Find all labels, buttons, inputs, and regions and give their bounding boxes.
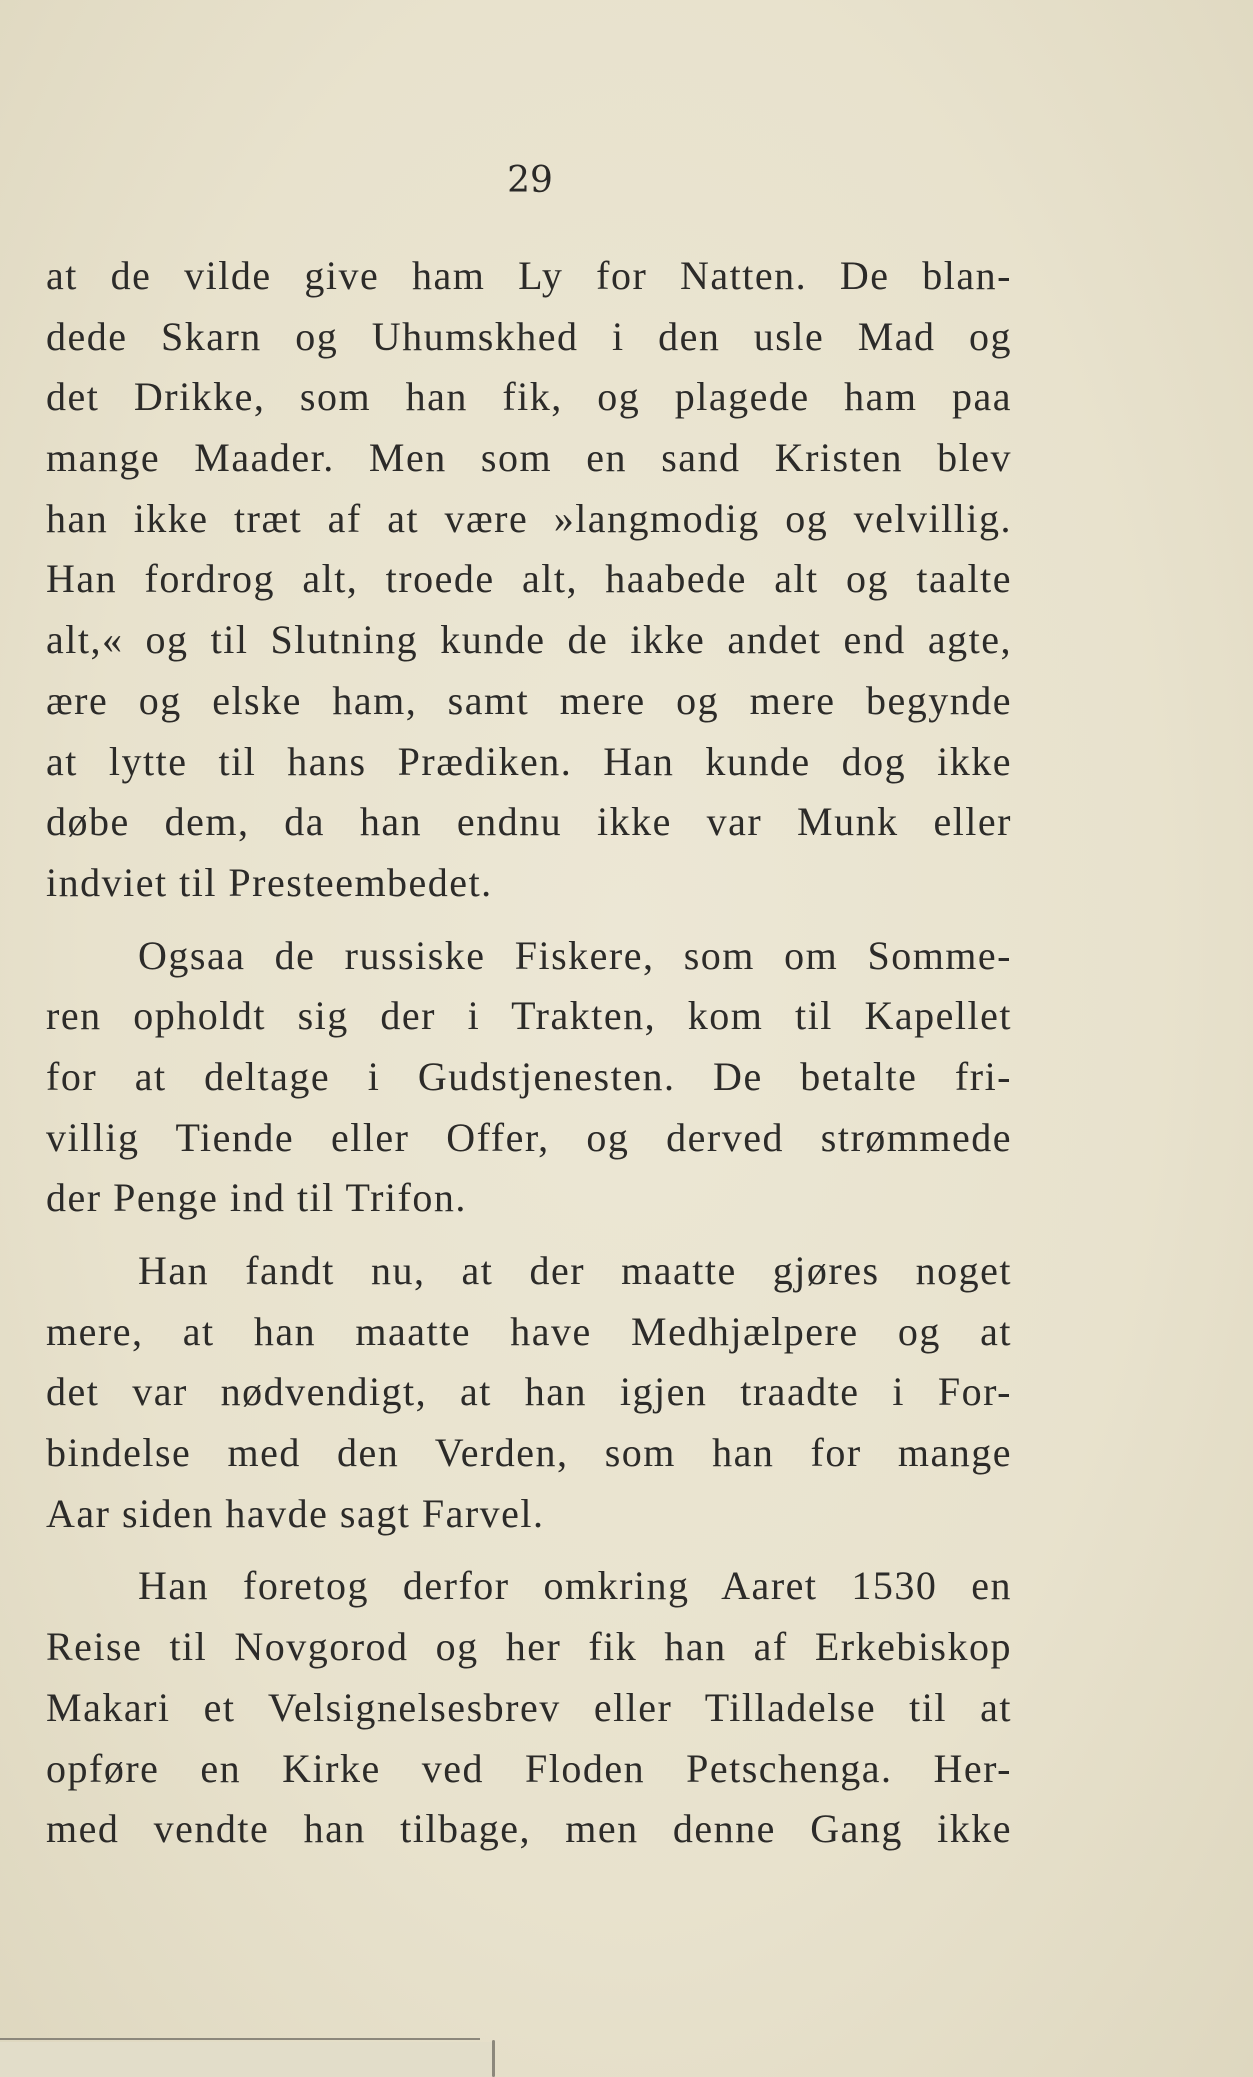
text-line: indviet til Presteembedet. bbox=[46, 859, 493, 905]
page-number: 29 bbox=[507, 160, 553, 201]
text-line: Reise til Novgorod og her fik han af Erkebiskop bbox=[46, 1624, 1012, 1670]
text-line: mange Maader. Men som en sand Kristen blev bbox=[46, 435, 1012, 481]
text-line: Aar siden havde sagt Farvel. bbox=[46, 1490, 545, 1536]
text-line: at lytte til hans Prædiken. Han kunde dog ikke bbox=[46, 738, 1012, 784]
text-line: det Drikke, som han fik, og plagede ham paa bbox=[46, 374, 1012, 420]
text-line: der Penge ind til Trifon. bbox=[46, 1175, 467, 1221]
text-line: alt,« og til Slutning kunde de ikke andet end agte, bbox=[46, 617, 1012, 663]
text-line: for at deltage i Gudstjenesten. De betalte fri- bbox=[46, 1053, 1012, 1099]
text-line: med vendte han tilbage, men denne Gang ikke bbox=[46, 1806, 1012, 1852]
text-line: dede Skarn og Uhumskhed i den usle Mad og bbox=[46, 313, 1012, 359]
text-line: mere, at han maatte have Medhjælpere og at bbox=[46, 1308, 1012, 1354]
text-line: Han fandt nu, at der maatte gjøres noget bbox=[138, 1248, 1012, 1293]
text-line: det var nødvendigt, at han igjen traadte i For- bbox=[46, 1369, 1012, 1415]
text-line: at de vilde give ham Ly for Natten. De blan- bbox=[46, 253, 1012, 298]
page-edge-line bbox=[0, 2038, 480, 2040]
text-line: Han fordrog alt, troede alt, haabede alt og taalte bbox=[46, 556, 1012, 602]
text-line: bindelse med den Verden, som han for mange bbox=[46, 1430, 1012, 1476]
page-edge-shadow bbox=[0, 2042, 495, 2077]
text-line: Makari et Velsignelsesbrev eller Tilladelse til at bbox=[46, 1684, 1012, 1730]
text-line: villig Tiende eller Offer, og derved strømmede bbox=[46, 1114, 1012, 1160]
text-line: opføre en Kirke ved Floden Petschenga. Her- bbox=[46, 1745, 1012, 1791]
text-line: Ogsaa de russiske Fiskere, som om Somme- bbox=[138, 932, 1012, 978]
text-line: døbe dem, da han endnu ikke var Munk eller bbox=[46, 799, 1012, 845]
page-edge-mark bbox=[492, 2040, 495, 2077]
text-line: Han foretog derfor omkring Aaret 1530 en bbox=[138, 1563, 1012, 1609]
text-line: ren opholdt sig der i Trakten, kom til Kapellet bbox=[46, 993, 1012, 1039]
text-line: han ikke træt af at være »langmodig og velvillig. bbox=[46, 495, 1012, 541]
body-text bbox=[46, 246, 1012, 1860]
text-line: ære og elske ham, samt mere og mere begynde bbox=[46, 677, 1012, 723]
